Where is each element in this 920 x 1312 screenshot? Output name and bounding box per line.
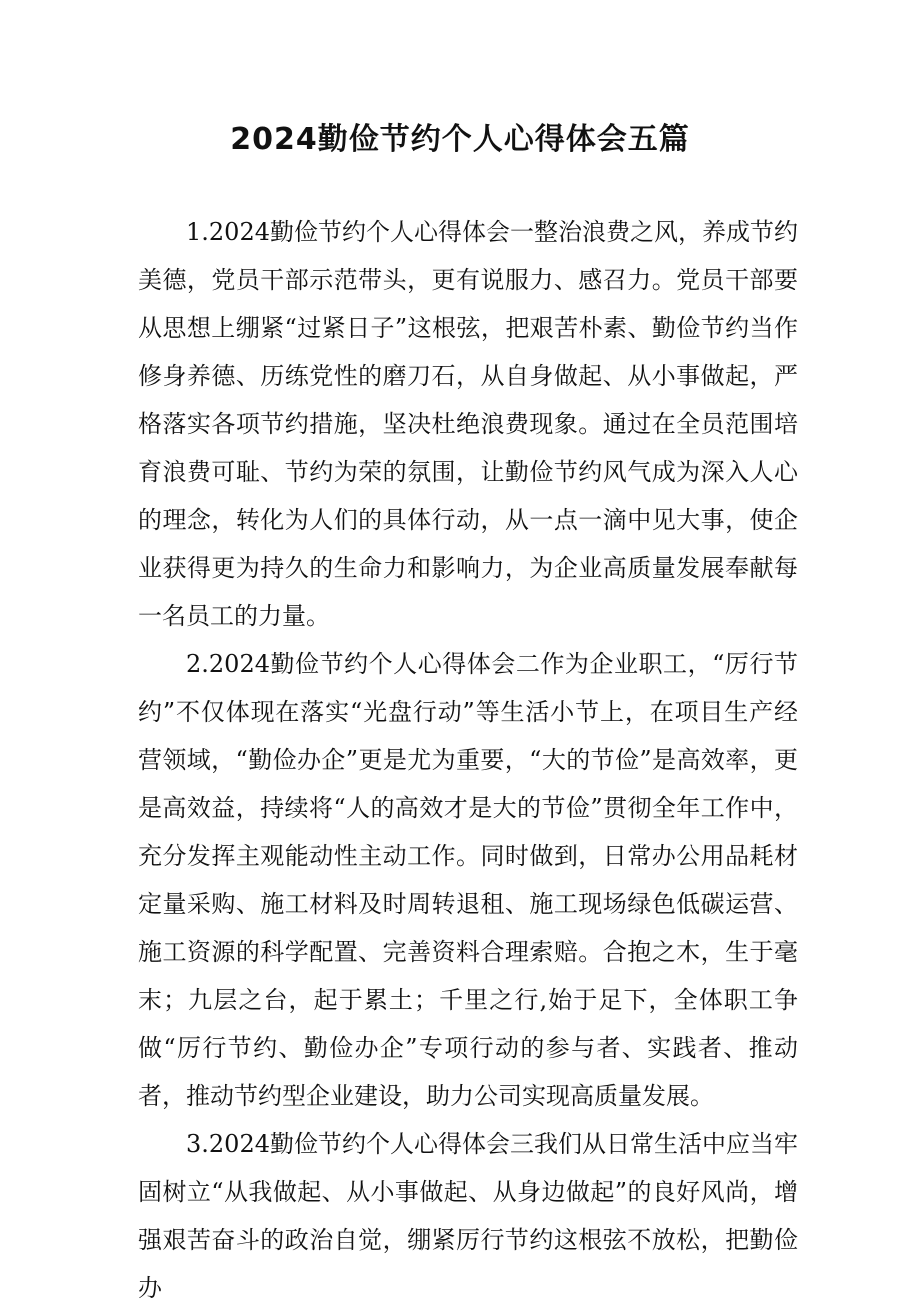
paragraph-3: 3.2024勤俭节约个人心得体会三我们从日常生活中应当牢固树立“从我做起、从小事做起、从身边做起”的良好风尚，增强艰苦奋斗的政治自觉，绷紧厉行节约这根弦不放松，把勤俭办 [138, 1130, 798, 1302]
document-body [138, 208, 798, 1312]
paragraph-1: 1.2024勤俭节约个人心得体会一整治浪费之风，养成节约美德，党员干部示范带头，更有说服力、感召力。党员干部要从思想上绷紧“过紧日子”这根弦，把艰苦朴素、勤俭节约当作修身养德、历练党性的磨刀石，从自身做起、从小事做起，严格落实各项节约措施，坚决杜绝浪费现象。通过在全员范围培育浪费可耻、节约为荣的氛围，让勤俭节约风气成为深入人心的理念，转化为人们的具体行动，从一点一滴中见大事，使企业获得更为持久的生命力和影响力，为企业高质量发展奉献每一名员工的力量。 [138, 218, 798, 630]
paragraph-2: 2.2024勤俭节约个人心得体会二作为企业职工，“厉行节约”不仅体现在落实“光盘行动”等生活小节上，在项目生产经营领域，“勤俭办企”更是尤为重要，“大的节俭”是高效率，更是高效益，持续将“人的高效才是大的节俭”贯彻全年工作中，充分发挥主观能动性主动工作。同时做到，日常办公用品耗材定量采购、施工材料及时周转退租、施工现场绿色低碳运营、施工资源的科学配置、完善资料合理索赔。合抱之木，生于毫末；九层之台，起于累土；千里之行,始于足下，全体职工争做“厉行节约、勤俭办企”专项行动的参与者、实践者、推动者，推动节约型企业建设，助力公司实现高质量发展。 [138, 650, 798, 1110]
document-title: 2024勤俭节约个人心得体会五篇 [230, 122, 690, 157]
